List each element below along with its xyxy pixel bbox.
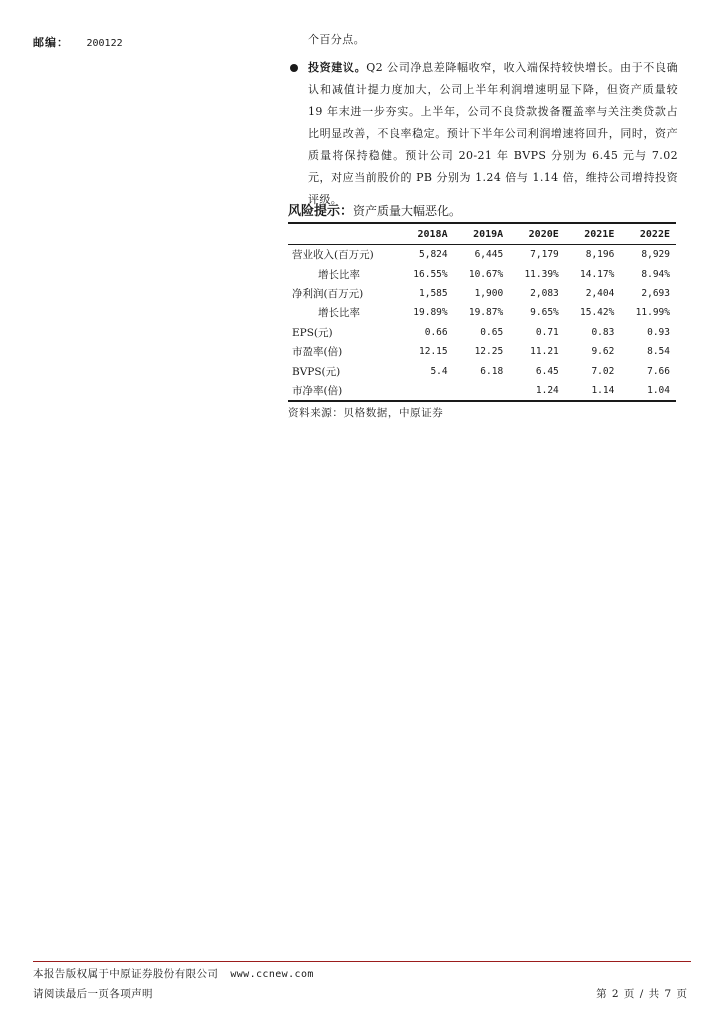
table-cell: 0.65 xyxy=(480,326,504,338)
table-cell: 5,824 xyxy=(419,249,448,261)
table-row xyxy=(288,361,676,380)
table-cell: 7,179 xyxy=(530,249,559,261)
table-body xyxy=(288,245,676,402)
table-cell: 6.18 xyxy=(480,365,504,377)
table-cell xyxy=(398,381,454,401)
risk-text: 资产质量大幅恶化。 xyxy=(353,204,462,218)
row-label: 增长比率 xyxy=(318,307,360,320)
table-cell: 8,929 xyxy=(641,249,670,261)
table-cell: 12.15 xyxy=(419,346,448,358)
row-label: 市净率(倍) xyxy=(288,381,398,401)
table-row xyxy=(288,381,676,401)
table-cell: 19.89% xyxy=(413,307,448,319)
table-cell: 5.4 xyxy=(430,365,448,377)
row-label: BVPS(元) xyxy=(292,365,341,378)
column-header: 2021E xyxy=(565,223,621,245)
table-cell: 7.02 xyxy=(591,365,615,377)
row-label: 净利润(百万元) xyxy=(292,287,364,300)
table-cell: 1.04 xyxy=(620,381,676,401)
column-header xyxy=(288,223,398,245)
table-cell: 11.99% xyxy=(635,307,670,319)
risk-label: 风险提示： xyxy=(288,204,354,219)
footer-divider xyxy=(33,961,691,962)
table-cell: 6.45 xyxy=(535,365,559,377)
table-cell: 12.25 xyxy=(474,346,504,358)
table-row xyxy=(288,342,676,361)
financial-forecast-table xyxy=(288,222,676,402)
row-label: EPS(元) xyxy=(292,326,333,339)
bullet-icon xyxy=(290,64,298,72)
table-cell: 6,445 xyxy=(474,249,504,261)
table-cell: 11.39% xyxy=(524,268,559,280)
table-cell: 7.66 xyxy=(647,365,670,377)
table-row xyxy=(288,303,676,322)
table-cell: 0.71 xyxy=(535,326,559,338)
table-cell: 8,196 xyxy=(585,249,615,261)
table-cell: 8.54 xyxy=(647,346,670,358)
table-header-row xyxy=(288,223,676,245)
table-cell: 14.17% xyxy=(580,268,615,280)
table-cell: 0.66 xyxy=(424,326,448,338)
data-source-note: 资料来源：贝格数据，中原证券 xyxy=(288,407,444,419)
postal-label: 邮编： xyxy=(33,36,69,49)
column-header: 2019A xyxy=(454,223,510,245)
table-cell: 9.65% xyxy=(530,307,559,319)
row-label: 营业收入(百万元) xyxy=(292,249,374,262)
risk-warning xyxy=(288,200,461,219)
table-cell: 10.67% xyxy=(468,268,504,280)
table-cell: 16.55% xyxy=(413,268,448,280)
investment-advice-body: Q2 公司净息差降幅收窄，收入端保持较快增长。由于不良确认和减值计提力度加大，公司上半年利润增速明显下降，但资产质量较 19 年末进一步夯实。上半年，公司不良贷款拨备覆盖率与关注类贷款占比明显改善，不良率稳定。预计下半年公司利润增速将回升，同时，资产质量将保持稳健。预计公司 20-21 年 BVPS 分别为 6.45 元与 7.02 元，对应当前股价的 PB 分别为 1.24 倍与 1.14 倍，维持公司增持投资评级。 xyxy=(308,61,678,206)
table-cell xyxy=(454,381,510,401)
table-row xyxy=(288,264,676,283)
table-cell: 2,404 xyxy=(585,287,615,299)
row-label: 增长比率 xyxy=(318,268,360,281)
copyright-text: 本报告版权属于中原证券股份有限公司 xyxy=(33,968,219,980)
table-cell: 19.87% xyxy=(468,307,504,319)
table-cell: 1.24 xyxy=(509,381,565,401)
table-cell: 2,693 xyxy=(641,287,670,299)
table-row xyxy=(288,323,676,342)
investment-advice-paragraph xyxy=(288,57,678,211)
table-row xyxy=(288,284,676,303)
footer-copyright xyxy=(33,966,314,981)
investment-advice-label: 投资建议。 xyxy=(308,61,367,74)
table-cell: 2,083 xyxy=(530,287,559,299)
page-number: 第 2 页 / 共 7 页 xyxy=(596,988,688,1000)
postal-code-line xyxy=(33,34,123,50)
table-row xyxy=(288,245,676,265)
postal-code: 200122 xyxy=(86,38,123,49)
table-cell: 1.14 xyxy=(565,381,621,401)
column-header: 2020E xyxy=(509,223,565,245)
table-cell: 9.62 xyxy=(591,346,615,358)
table-cell: 1,585 xyxy=(419,287,448,299)
continuation-text: 个百分点。 xyxy=(308,33,365,46)
footer-disclaimer: 请阅读最后一页各项声明 xyxy=(33,988,153,1000)
table-cell: 0.83 xyxy=(591,326,615,338)
column-header: 2018A xyxy=(398,223,454,245)
company-website-link[interactable]: www.ccnew.com xyxy=(230,969,314,980)
column-header: 2022E xyxy=(620,223,676,245)
table-cell: 1,900 xyxy=(474,287,504,299)
table-cell: 0.93 xyxy=(647,326,670,338)
table-cell: 8.94% xyxy=(641,268,670,280)
table-cell: 11.21 xyxy=(530,346,559,358)
row-label: 市盈率(倍) xyxy=(292,346,343,359)
table-cell: 15.42% xyxy=(580,307,615,319)
investment-advice-text xyxy=(288,57,678,211)
